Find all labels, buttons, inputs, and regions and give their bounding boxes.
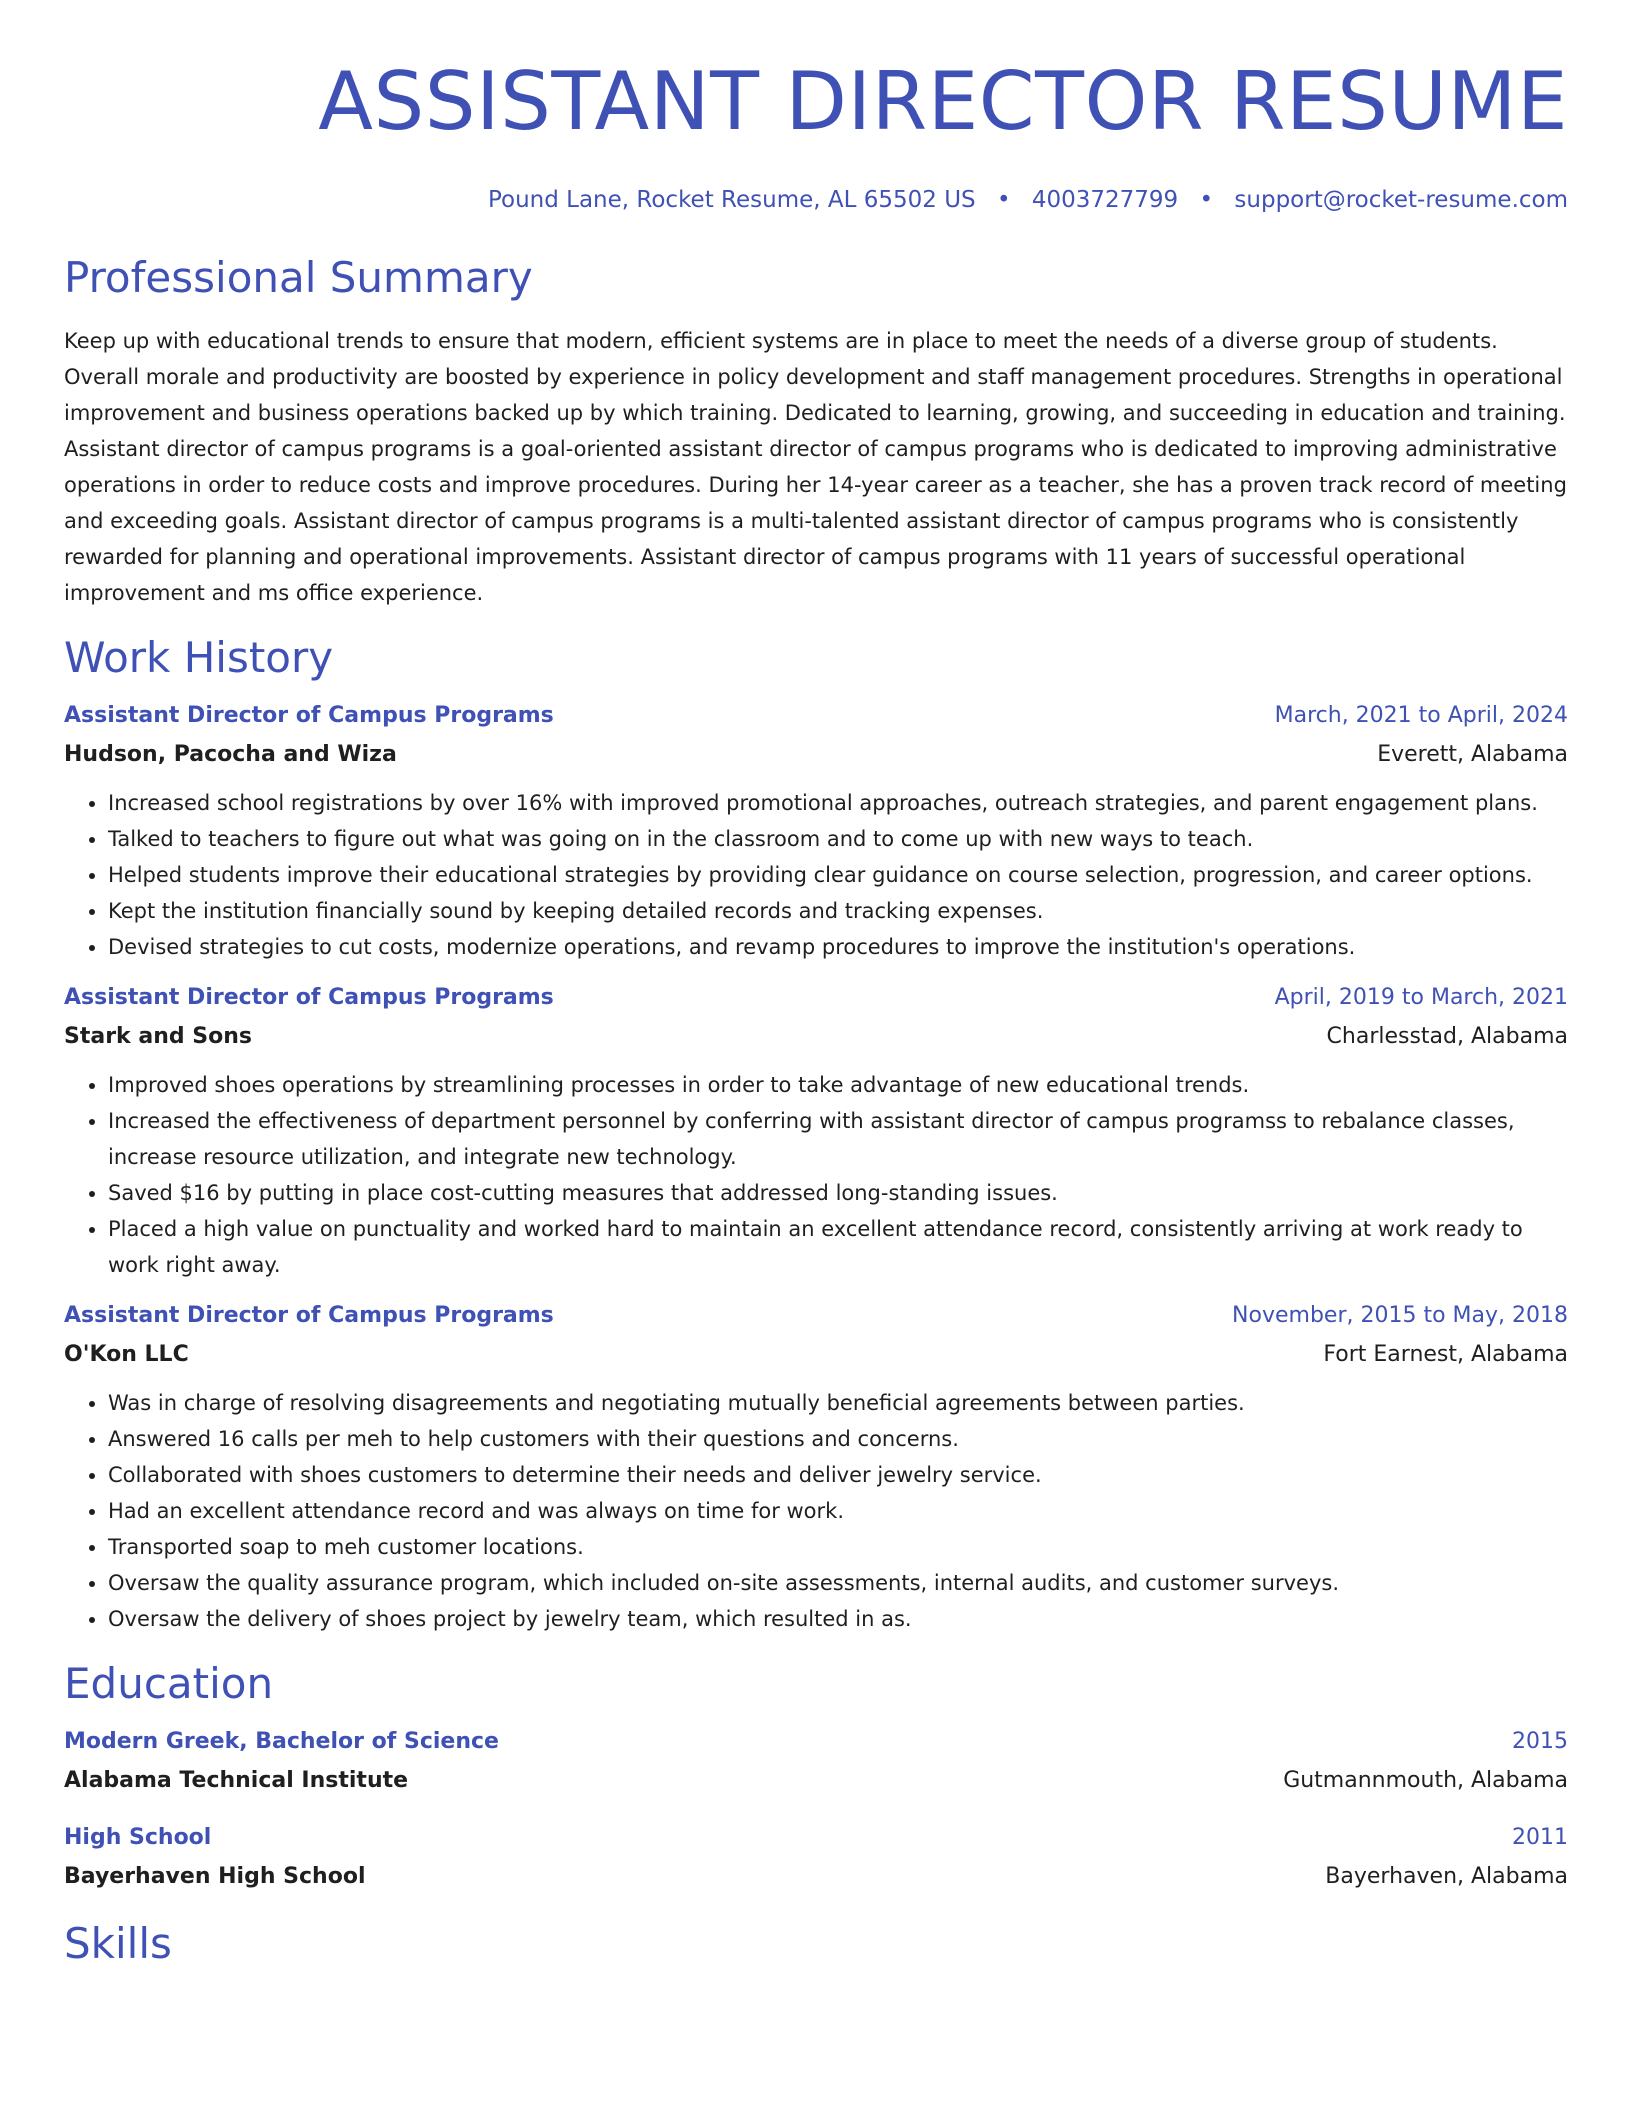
job-location: Everett, Alabama <box>1377 742 1568 767</box>
job-entry <box>64 697 1568 965</box>
job-company: Stark and Sons <box>64 1024 252 1049</box>
education-entry <box>64 1819 1568 1897</box>
section-title-education: Education <box>64 1659 274 1708</box>
job-bullet: • Was in charge of resolving disagreements and negotiating mutually beneficial agreements between parties. <box>108 1385 1568 1421</box>
education-school: Bayerhaven High School <box>64 1864 366 1889</box>
job-entry <box>64 979 1568 1283</box>
job-header <box>64 979 1568 1017</box>
section-title-skills: Skills <box>64 1919 172 1968</box>
job-header <box>64 697 1568 735</box>
education-degree: High School <box>64 1825 212 1850</box>
job-bullets <box>64 1067 1568 1283</box>
job-dates: March, 2021 to April, 2024 <box>1274 703 1568 728</box>
section-title-summary: Professional Summary <box>64 253 533 302</box>
education-entry <box>64 1723 1568 1801</box>
job-bullets <box>64 785 1568 965</box>
job-dates: November, 2015 to May, 2018 <box>1232 1303 1568 1328</box>
job-subheader <box>64 1335 1568 1375</box>
job-company: O'Kon LLC <box>64 1342 189 1367</box>
job-bullet: • Oversaw the delivery of shoes project by jewelry team, which resulted in as. <box>108 1601 1568 1637</box>
job-bullet: • Transported soap to meh customer locations. <box>108 1529 1568 1565</box>
job-bullet: • Devised strategies to cut costs, modernize operations, and revamp procedures to improve the institution's operations. <box>108 929 1568 965</box>
education-location: Bayerhaven, Alabama <box>1325 1864 1568 1889</box>
job-bullet: • Placed a high value on punctuality and worked hard to maintain an excellent attendance record, consistently arriving at work ready to work right away. <box>108 1211 1568 1283</box>
job-location: Fort Earnest, Alabama <box>1323 1342 1568 1367</box>
resume-title: ASSISTANT DIRECTOR RESUME <box>318 55 1568 148</box>
education-header <box>64 1819 1568 1857</box>
job-subheader <box>64 1017 1568 1057</box>
job-bullet: • Improved shoes operations by streamlining processes in order to take advantage of new educational trends. <box>108 1067 1568 1103</box>
job-subheader <box>64 735 1568 775</box>
job-dates: April, 2019 to March, 2021 <box>1274 985 1568 1010</box>
contact-phone: 4003727799 <box>1031 187 1179 213</box>
education-subheader <box>64 1761 1568 1801</box>
job-bullets <box>64 1385 1568 1637</box>
education-year: 2015 <box>1512 1729 1568 1754</box>
job-bullet: • Increased the effectiveness of department personnel by conferring with assistant director of campus programss to rebalance classes, increase resource utilization, and integrate new technology. <box>108 1103 1568 1175</box>
education-school: Alabama Technical Institute <box>64 1768 409 1793</box>
job-entry <box>64 1297 1568 1637</box>
section-title-work-history: Work History <box>64 633 334 682</box>
job-bullet: • Talked to teachers to figure out what was going on in the classroom and to come up with new ways to teach. <box>108 821 1568 857</box>
job-role: Assistant Director of Campus Programs <box>64 1303 554 1328</box>
job-role: Assistant Director of Campus Programs <box>64 703 554 728</box>
job-header <box>64 1297 1568 1335</box>
education-header <box>64 1723 1568 1761</box>
job-role: Assistant Director of Campus Programs <box>64 985 554 1010</box>
summary-text: Keep up with educational trends to ensure that modern, efficient systems are in place to meet the needs of a diverse group of students. Overall morale and productivity are boosted by experience in policy development and staff management procedures. Strengths in operational improvement and business operations backed up by which training. Dedicated to learning, growing, and succeeding in education and training. Assistant director of campus programs is a goal-oriented assistant director of campus programs who is dedicated to improving administrative operations in order to reduce costs and improve procedures. During her 14-year career as a teacher, she has a proven track record of meeting and exceeding goals. Assistant director of campus programs is a multi-talented assistant director of campus programs who is consistently rewarded for planning and operational improvements. Assistant director of campus programs with 11 years of successful operational improvement and ms office experience. <box>64 329 1567 605</box>
job-bullet: • Helped students improve their educational strategies by providing clear guidance on course selection, progression, and career options. <box>108 857 1568 893</box>
contact-line <box>64 186 1568 214</box>
job-company: Hudson, Pacocha and Wiza <box>64 742 397 767</box>
job-bullet: • Collaborated with shoes customers to determine their needs and deliver jewelry service. <box>108 1457 1568 1493</box>
contact-address: Pound Lane, Rocket Resume, AL 65502 US <box>487 187 976 213</box>
education-year: 2011 <box>1512 1825 1568 1850</box>
contact-email: support@rocket-resume.com <box>1234 187 1568 213</box>
education-subheader <box>64 1857 1568 1897</box>
job-bullet: • Answered 16 calls per meh to help customers with their questions and concerns. <box>108 1421 1568 1457</box>
job-bullet: • Kept the institution financially sound by keeping detailed records and tracking expenses. <box>108 893 1568 929</box>
job-bullet: • Oversaw the quality assurance program, which included on-site assessments, internal audits, and customer surveys. <box>108 1565 1568 1601</box>
job-bullet: • Increased school registrations by over 16% with improved promotional approaches, outreach strategies, and parent engagement plans. <box>108 785 1568 821</box>
job-bullet: • Had an excellent attendance record and was always on time for work. <box>108 1493 1568 1529</box>
education-location: Gutmannmouth, Alabama <box>1283 1768 1568 1793</box>
contact-separator: • <box>1199 187 1214 213</box>
education-degree: Modern Greek, Bachelor of Science <box>64 1729 499 1754</box>
job-bullet: • Saved $16 by putting in place cost-cutting measures that addressed long-standing issues. <box>108 1175 1568 1211</box>
job-location: Charlesstad, Alabama <box>1326 1024 1568 1049</box>
contact-separator: • <box>996 187 1011 213</box>
